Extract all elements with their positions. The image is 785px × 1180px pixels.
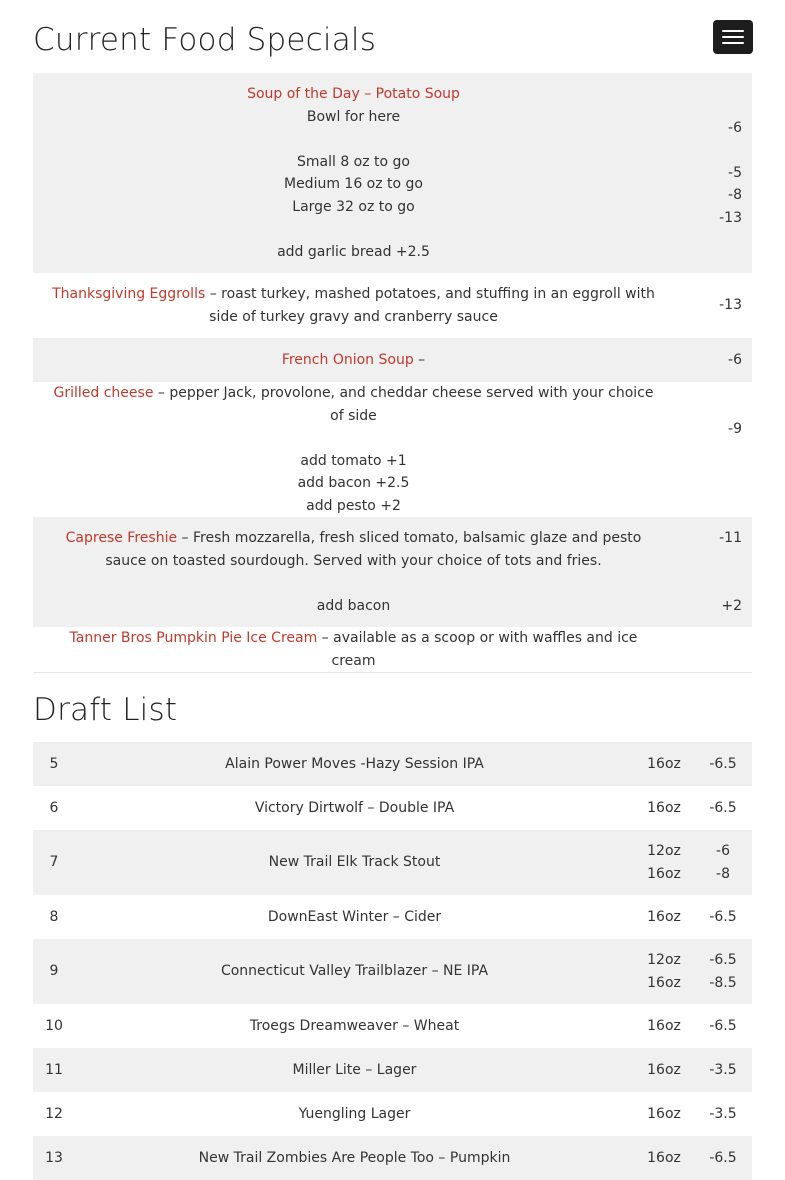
draft-price-cell xyxy=(694,1136,752,1180)
food-price-cell xyxy=(704,382,752,517)
draft-number: 7 xyxy=(49,854,59,871)
draft-price-cell xyxy=(694,742,752,786)
food-desc-cell xyxy=(33,517,704,627)
pour-size: 16oz xyxy=(647,974,681,991)
pour-size: 16oz xyxy=(647,908,681,925)
price: -6 xyxy=(728,351,742,368)
soup-option: Small 8 oz to go xyxy=(296,153,410,170)
draft-row xyxy=(33,830,752,895)
food-row-soup xyxy=(33,73,752,273)
draft-number: 5 xyxy=(49,755,59,772)
soup-option: Large 32 oz to go xyxy=(292,198,415,215)
beer-name: Miller Lite – Lager xyxy=(292,1061,417,1078)
pour-size: 12oz xyxy=(647,843,681,859)
hamburger-icon-bar xyxy=(722,30,744,32)
soup-option: Bowl for here xyxy=(306,108,401,125)
spacer xyxy=(47,218,660,241)
pour-size: 16oz xyxy=(647,1105,681,1122)
draft-row xyxy=(33,742,752,786)
draft-row xyxy=(33,1092,752,1136)
beer-name: Connecticut Valley Trailblazer – NE IPA xyxy=(220,963,489,980)
addon: add pesto +2 xyxy=(306,497,401,514)
beer-name: Yuengling Lager xyxy=(298,1105,411,1122)
draft-price-cell xyxy=(694,1048,752,1092)
food-desc-cell xyxy=(33,382,704,517)
draft-number: 12 xyxy=(45,1105,63,1122)
draft-price: -6.5 xyxy=(709,1149,737,1166)
pour-size: 16oz xyxy=(647,799,681,816)
draft-number: 11 xyxy=(45,1061,63,1078)
draft-list-title: Draft List xyxy=(33,692,178,728)
draft-row xyxy=(33,1004,752,1048)
addon: add bacon xyxy=(316,597,391,614)
draft-price: -6 xyxy=(716,843,730,859)
food-item-name: Grilled cheese xyxy=(53,385,154,401)
soup-option: add garlic bread +2.5 xyxy=(277,243,430,260)
price: -5 xyxy=(728,164,742,181)
beer-name: New Trail Zombies Are People Too – Pumpkin xyxy=(198,1149,511,1166)
pour-size: 16oz xyxy=(647,755,681,772)
pour-size-cell xyxy=(634,1004,694,1048)
pour-size-cell xyxy=(634,939,694,1004)
draft-row xyxy=(33,1136,752,1180)
food-row-ice-cream xyxy=(33,627,752,673)
pour-size-cell xyxy=(634,742,694,786)
pour-size-cell xyxy=(634,1048,694,1092)
draft-row xyxy=(33,1048,752,1092)
draft-price-cell xyxy=(694,786,752,830)
spacer xyxy=(47,128,660,151)
pour-size-cell xyxy=(634,895,694,939)
pour-size: 16oz xyxy=(647,1017,681,1034)
draft-number: 13 xyxy=(45,1149,63,1166)
beer-name: Troegs Dreamweaver – Wheat xyxy=(249,1017,460,1034)
draft-number: 9 xyxy=(49,963,59,980)
price: -9 xyxy=(728,420,742,437)
food-item-name: Soup of the Day – Potato Soup xyxy=(247,86,460,102)
draft-price-cell xyxy=(694,1004,752,1048)
draft-number: 10 xyxy=(45,1017,63,1034)
draft-list-table xyxy=(33,742,752,1180)
draft-row xyxy=(33,786,752,830)
draft-price: -6.5 xyxy=(709,908,737,925)
soup-option: Medium 16 oz to go xyxy=(283,176,423,192)
food-item-desc: – pepper Jack, provolone, and cheddar cheese served with your choice of side xyxy=(153,385,654,424)
food-specials-title: Current Food Specials xyxy=(33,22,377,58)
food-specials-table xyxy=(33,73,752,673)
menu-toggle-button[interactable] xyxy=(713,20,753,54)
draft-price: -6.5 xyxy=(709,1017,737,1034)
draft-price: -8 xyxy=(716,865,730,882)
pour-size: 16oz xyxy=(647,865,681,882)
food-desc-cell xyxy=(33,338,704,382)
food-item-name: French Onion Soup xyxy=(281,351,414,368)
draft-price-cell xyxy=(694,939,752,1004)
food-price-cell xyxy=(704,627,752,673)
food-item-name: Thanksgiving Eggrolls xyxy=(52,286,206,302)
price: -13 xyxy=(719,297,742,314)
food-desc-cell xyxy=(33,73,704,273)
pour-size: 16oz xyxy=(647,1149,681,1166)
hamburger-icon-bar xyxy=(722,36,744,38)
beer-name: Alain Power Moves -Hazy Session IPA xyxy=(225,755,484,772)
food-item-desc: – roast turkey, mashed potatoes, and stuffing in an eggroll with side of turkey gravy and cranberry sauce xyxy=(205,286,655,325)
beer-name: New Trail Elk Track Stout xyxy=(268,854,441,871)
draft-price: -6.5 xyxy=(709,755,737,772)
draft-number: 8 xyxy=(49,908,59,925)
hamburger-icon-bar xyxy=(722,42,744,44)
draft-price: -8.5 xyxy=(709,974,737,991)
beer-name: Victory Dirtwolf – Double IPA xyxy=(254,799,455,816)
draft-price-cell xyxy=(694,830,752,895)
pour-size-cell xyxy=(634,830,694,895)
food-price-cell xyxy=(704,73,752,273)
price: -6 xyxy=(728,119,742,136)
pour-size-cell xyxy=(634,1136,694,1180)
price: -11 xyxy=(719,530,742,546)
draft-price: -6.5 xyxy=(709,799,737,816)
food-item-name: Caprese Freshie xyxy=(65,530,178,546)
food-desc-cell xyxy=(33,627,704,673)
draft-price: -3.5 xyxy=(709,1105,737,1122)
food-row-grilled-cheese xyxy=(33,382,752,517)
price: -13 xyxy=(719,209,742,226)
food-item-name: Tanner Bros Pumpkin Pie Ice Cream xyxy=(69,630,318,646)
food-row-onion xyxy=(33,338,752,382)
pour-size: 16oz xyxy=(647,1061,681,1078)
pour-size: 12oz xyxy=(647,952,681,968)
pour-size-cell xyxy=(634,786,694,830)
food-row-eggrolls xyxy=(33,273,752,338)
draft-row xyxy=(33,895,752,939)
food-price-cell xyxy=(704,517,752,627)
food-item-desc: – available as a scoop or with waffles and ice cream xyxy=(317,630,638,669)
price: +2 xyxy=(721,597,742,614)
draft-number: 6 xyxy=(49,799,59,816)
food-row-caprese xyxy=(33,517,752,627)
food-desc-cell xyxy=(33,273,704,338)
draft-row xyxy=(33,939,752,1004)
pour-size-cell xyxy=(634,1092,694,1136)
addon: add bacon +2.5 xyxy=(297,475,410,491)
food-item-desc: – xyxy=(413,351,426,368)
addon: add tomato +1 xyxy=(300,452,407,469)
draft-price-cell xyxy=(694,1092,752,1136)
draft-price: -6.5 xyxy=(709,952,737,968)
beer-name: DownEast Winter – Cider xyxy=(267,908,442,925)
food-item-desc: – Fresh mozzarella, fresh sliced tomato, balsamic glaze and pesto sauce on toasted sourdough. Served with your choice of tots and fries. xyxy=(105,530,642,569)
price: -8 xyxy=(728,187,742,204)
draft-price-cell xyxy=(694,895,752,939)
draft-price: -3.5 xyxy=(709,1061,737,1078)
